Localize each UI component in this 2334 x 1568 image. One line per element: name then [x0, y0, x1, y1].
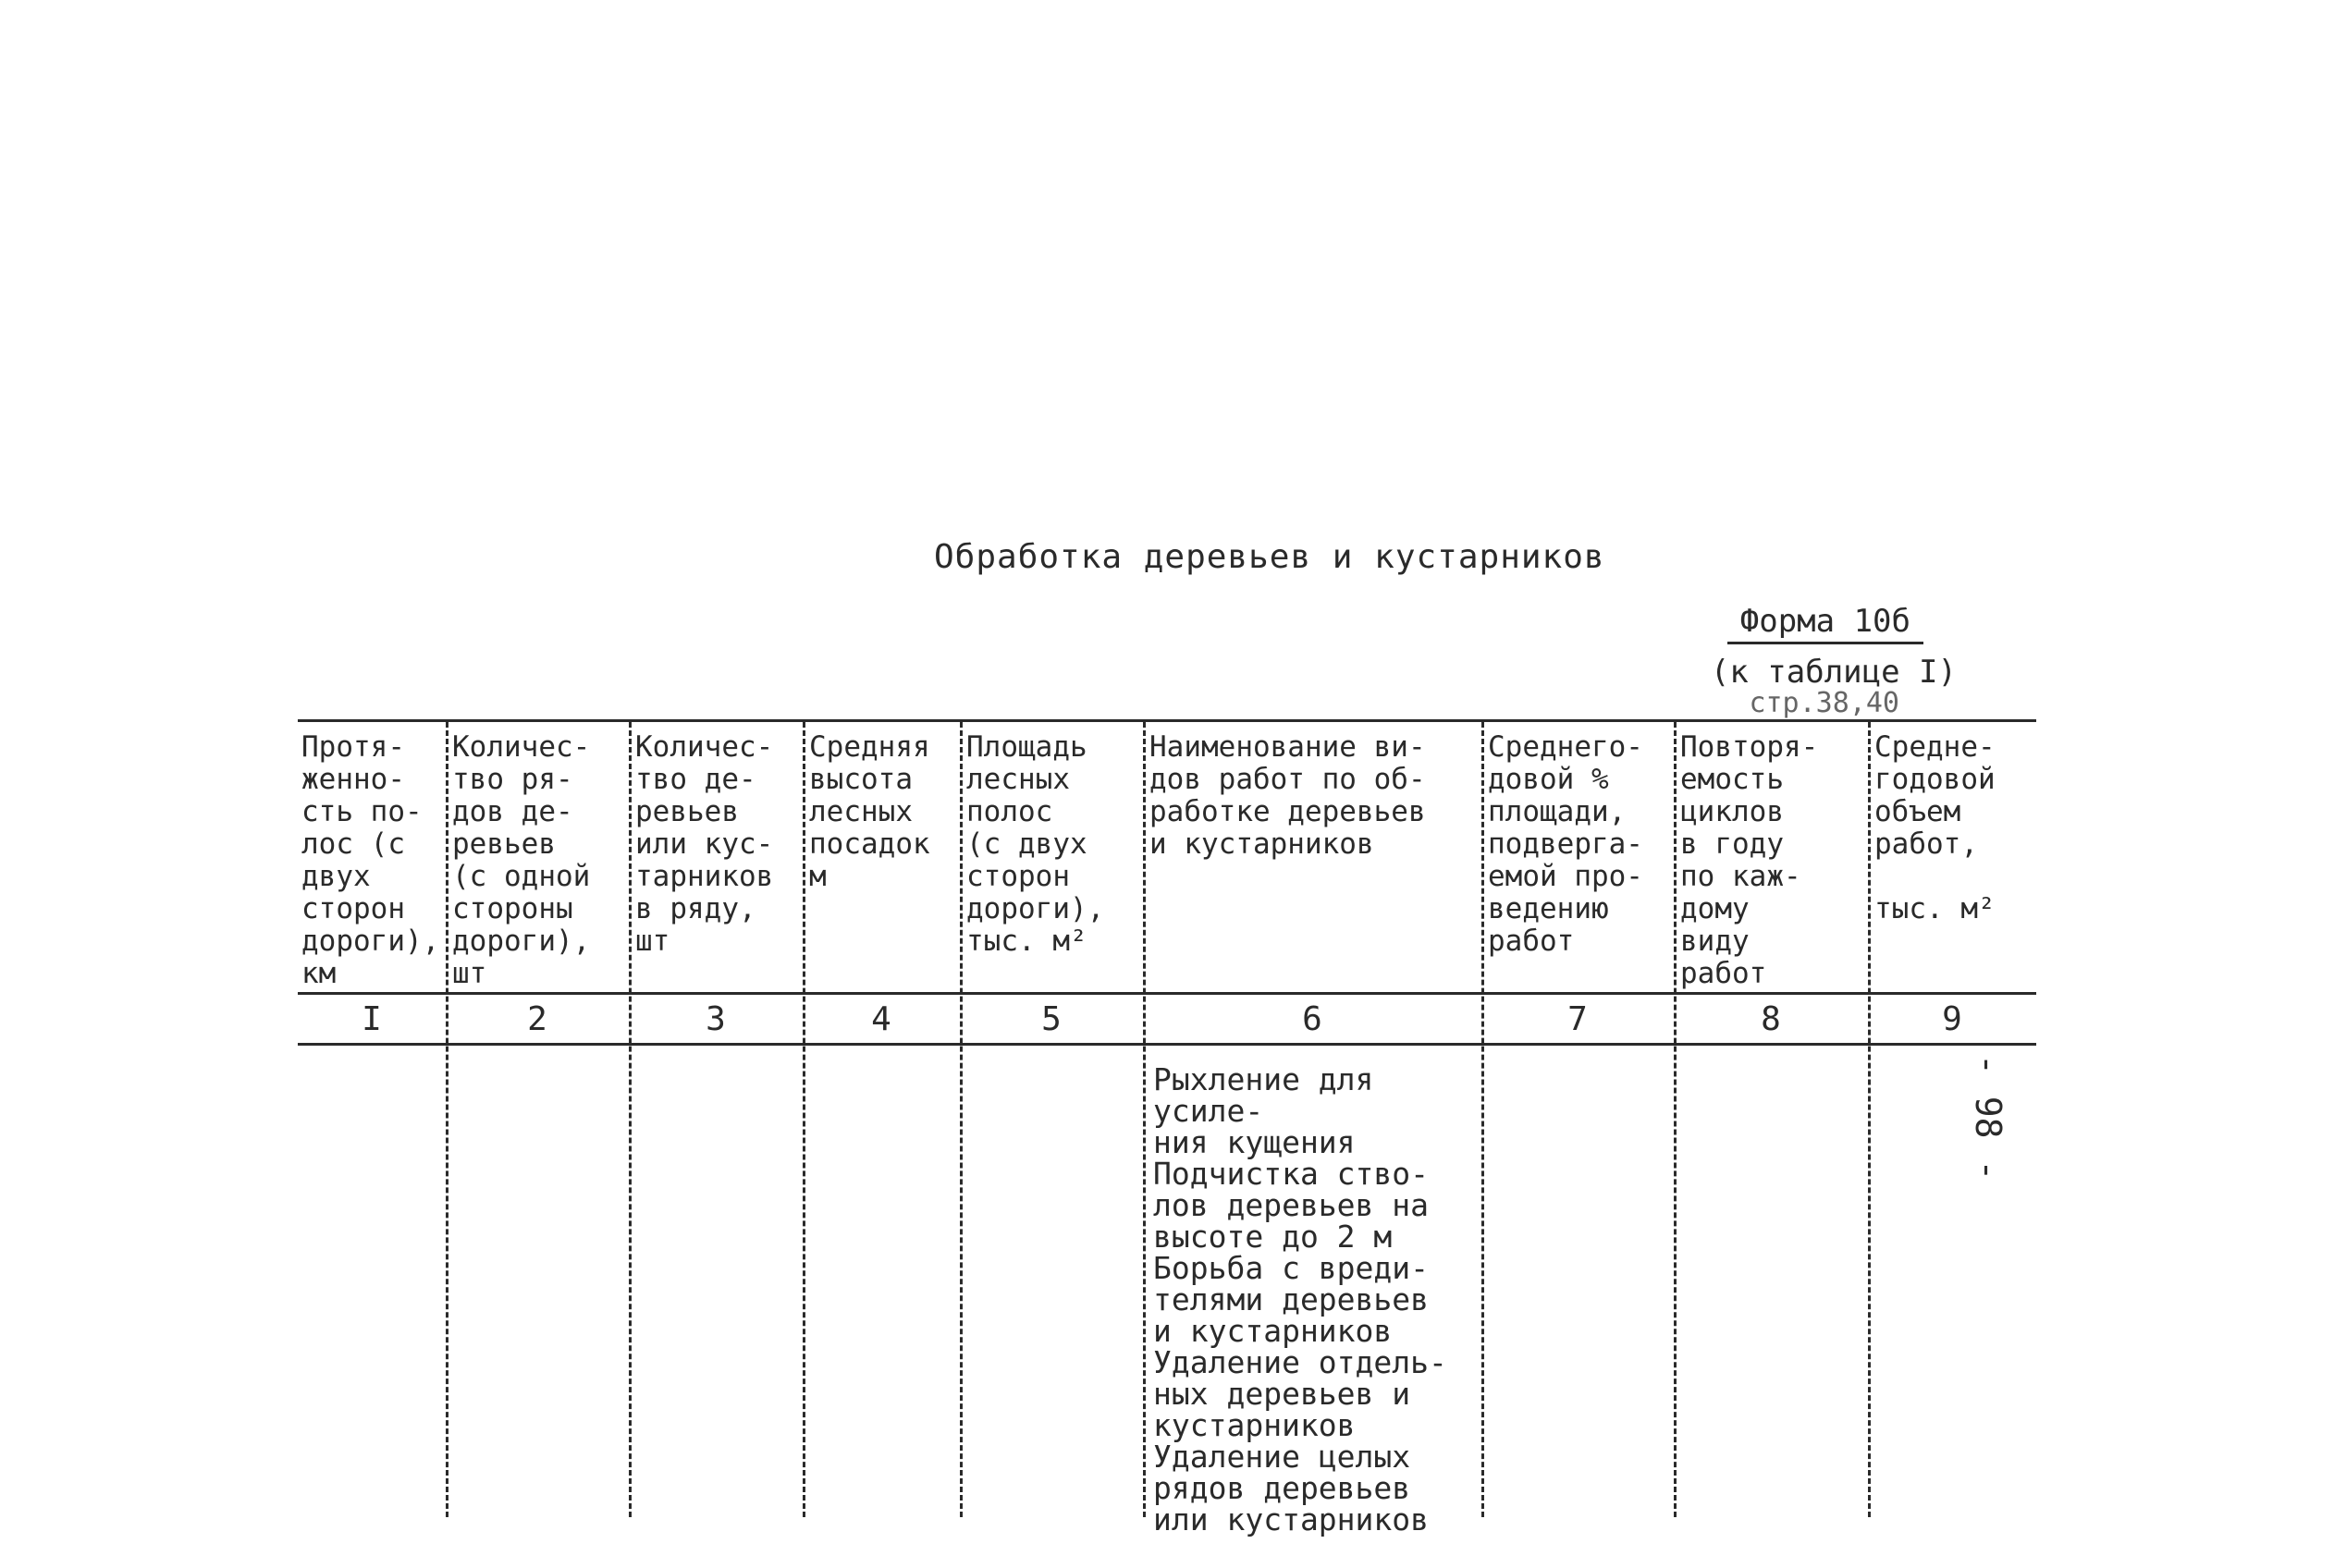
column-header: Наименование ви- дов работ по об- работке деревьев и кустарников	[1149, 730, 1426, 861]
column-header: Средняя высота лесных посадок м	[809, 730, 930, 893]
column-header: Повторя- емость циклов в году по каж- дому виду работ	[1680, 730, 1819, 990]
column-4	[803, 722, 960, 1517]
column-header: Протя- женно- сть по- лос (с двух сторон дороги), км	[301, 730, 440, 990]
table-columns	[298, 722, 2036, 1537]
column-number: 8	[1761, 1000, 1781, 1038]
page-reference: стр.38,40	[1749, 687, 1899, 719]
column-numbers-row	[298, 992, 2036, 1046]
column-number: I	[362, 1000, 382, 1038]
column-3	[629, 722, 803, 1517]
column-header: Количес- тво ря- дов де- ревьев (с одной стороны дороги), шт	[452, 730, 591, 990]
column-number: 9	[1942, 1000, 1962, 1038]
column-number: 6	[1302, 1000, 1322, 1038]
column-header: Площадь лесных полос (с двух сторон дороги), тыс. м²	[966, 730, 1105, 958]
column-number: 7	[1567, 1000, 1588, 1038]
column-number: 2	[527, 1000, 547, 1038]
column-header: Количес- тво де- ревьев или кус- тарников в ряду, шт	[635, 730, 774, 958]
page-title: Обработка деревьев и кустарников	[934, 538, 1605, 576]
column-9	[1868, 722, 2036, 1517]
column-7	[1481, 722, 1674, 1517]
column-8	[1674, 722, 1868, 1517]
column-2	[446, 722, 629, 1517]
column-number: 5	[1041, 1000, 1062, 1038]
column-header: Среднего- довой % площади, подверга- емой про- ведению работ	[1488, 730, 1643, 958]
form-reference	[1646, 603, 1957, 719]
table-reference: (к таблице I)	[1710, 654, 1957, 691]
column-1	[298, 722, 446, 1517]
page-number: - 98 -	[1968, 1054, 2008, 1182]
work-types-list: Рыхление для усиле- ния кущения Подчистка ство- лов деревьев на высоте до 2 м Борьба с вреди- телями деревьев и кустарников Удаление отдель- ных деревьев и кустарников Удаление целых рядов деревьев или кустарников	[1153, 1061, 1447, 1537]
form-label: Форма 10б	[1727, 603, 1923, 644]
column-header: Средне- годовой объем работ, тыс. м²	[1874, 730, 1996, 925]
data-table	[298, 719, 2036, 1537]
column-5	[960, 722, 1143, 1517]
column-number: 4	[871, 1000, 891, 1038]
column-number: 3	[706, 1000, 726, 1038]
column-6	[1143, 722, 1481, 1537]
